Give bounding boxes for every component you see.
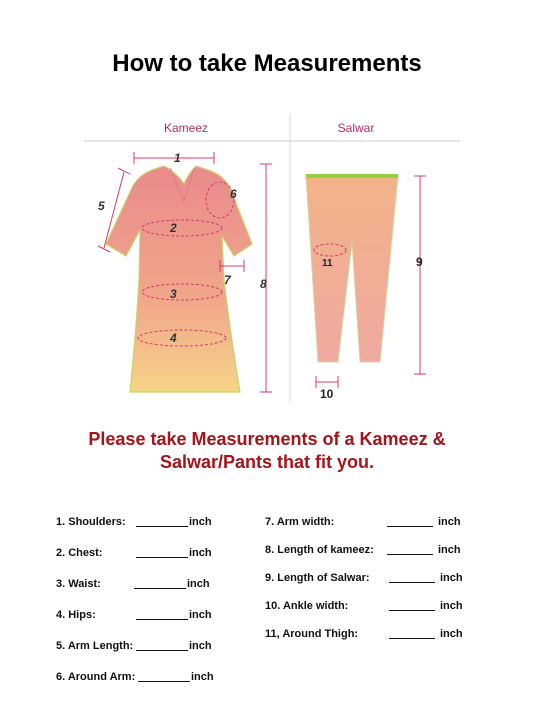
kameez-length-field[interactable]	[387, 544, 433, 555]
salwar-length-field[interactable]	[389, 572, 435, 583]
salwar-label: Salwar	[337, 121, 375, 135]
marker-6: 6	[230, 187, 237, 201]
marker-3: 3	[170, 287, 177, 301]
marker-10: 10	[320, 387, 334, 401]
arm-length-field[interactable]	[136, 640, 188, 651]
chest-field[interactable]	[136, 547, 188, 558]
notice-line-2: Salwar/Pants that fit you.	[159, 452, 375, 472]
marker-9: 9	[416, 255, 423, 269]
marker-4: 4	[170, 331, 177, 345]
marker-2: 2	[170, 221, 177, 235]
arm-width-field[interactable]	[387, 516, 433, 527]
marker-5: 5	[98, 199, 105, 213]
shoulders-field[interactable]	[136, 516, 188, 527]
marker-8: 8	[260, 277, 267, 291]
measurement-diagram	[84, 112, 460, 410]
around-thigh-field[interactable]	[389, 628, 435, 639]
hips-field[interactable]	[136, 609, 188, 620]
salwar-waistband	[306, 174, 398, 178]
waist-field[interactable]	[134, 578, 186, 589]
notice	[40, 428, 494, 474]
marker-7: 7	[224, 273, 231, 287]
marker-11: 11	[322, 258, 333, 269]
salwar-shape	[306, 176, 398, 362]
measurement-guide: How to take Measurements Kameez Salwar 1 2 3 4 5 6 7 8 9 10 11 Please take Measurements of a Kameez & Salwar/Pants that fit you. 1. Shoulders: inch 2. Chest: inch 3. Waist: inch 4. Hips: inch 5. Arm Length: inch 6. Around Arm: inch 7. Arm width: inch 8. Length of kameez: inch 9. Length of Salwar: inch 10. Ankle width: inch 11, Around Thigh: inch	[0, 0, 534, 719]
notice-line-1: Please take Measurements of a Kameez &	[88, 429, 446, 449]
page-title: How to take Measurements	[112, 50, 422, 77]
ankle-width-field[interactable]	[389, 600, 435, 611]
kameez-label: Kameez	[163, 121, 209, 135]
marker-1: 1	[174, 151, 181, 165]
around-arm-field[interactable]	[138, 671, 190, 682]
